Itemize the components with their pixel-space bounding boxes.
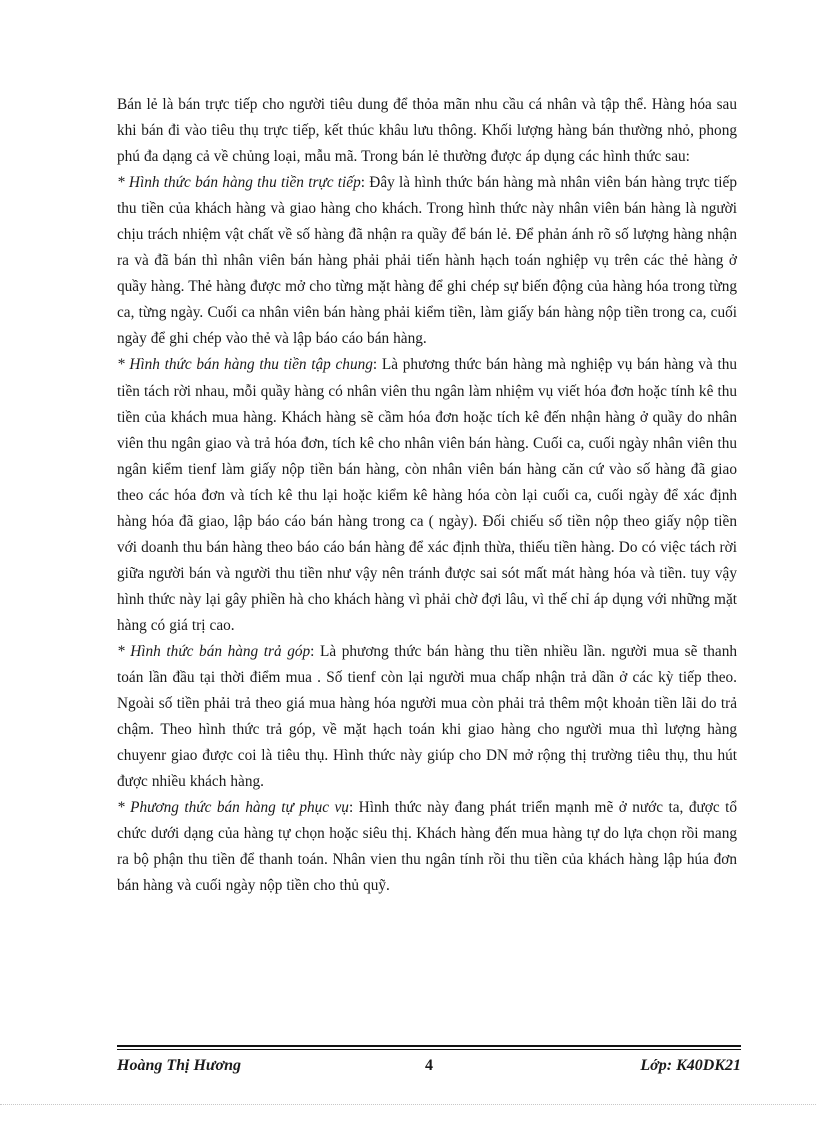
footer-page-number: 4 bbox=[425, 1057, 433, 1074]
paragraph-heading: * Phương thức bán hàng tự phục vụ bbox=[117, 799, 349, 817]
footer-author: Hoàng Thị Hương bbox=[117, 1057, 241, 1074]
paragraph-text: : Là phương thức bán hàng thu tiền nhiều lần. người mua sẽ thanh toán lần đầu tại thời điểm mua . Số tienf còn lại người mua chấp nhận trả dần ở các kỳ tiếp theo. Ngoài số tiền phải trả theo giá mua hàng hóa người mua còn phải trả thêm một khoản tiền lãi do trả chậm. Theo hình thức trả góp, về mặt hạch toán khi giao hàng cho người mua thì lượng hàng chuyenr giao được coi là tiêu thụ. Hình thức này giúp cho DN mở rộng thị trường tiêu thụ, thu hút được nhiều khách hàng. bbox=[117, 642, 737, 791]
footer-row bbox=[117, 1057, 741, 1081]
paragraph-heading: * Hình thức bán hàng trả góp bbox=[117, 642, 311, 660]
paragraph-text: : Hình thức này đang phát triển mạnh mẽ ở nước ta, được tổ chức dưới dạng của hàng tự chọn hoặc siêu thị. Khách hàng đến mua hàng tự do lựa chọn rồi mang ra bộ phận thu tiền để thanh toán. Nhân vien thu ngân tính rồi thu tiền của khách hàng lập húa đơn bán hàng và cuối ngày nộp tiền cho thủ quỹ. bbox=[117, 799, 737, 895]
paragraph-self-service bbox=[117, 795, 737, 899]
paragraph-installment bbox=[117, 639, 737, 795]
page-footer bbox=[117, 1045, 741, 1085]
paragraph-text: Bán lẻ là bán trực tiếp cho người tiêu dung để thỏa mãn nhu cầu cá nhân và tập thể. Hàng hóa sau khi bán đi vào tiêu thụ trực tiếp, kết thúc khâu lưu thông. Khối lượng hàng bán thường nhỏ, phong phú đa dạng cả về chủng loại, mẫu mã. Trong bán lẻ thường được áp dụng các hình thức sau: bbox=[117, 96, 737, 166]
footer-rule-thick bbox=[117, 1045, 741, 1047]
paragraph-text: : Đây là hình thức bán hàng mà nhân viên bán hàng trực tiếp thu tiền của khách hàng và giao hàng cho khách. Trong hình thức này nhân viên bán hàng là người chịu trách nhiệm vật chất về số hàng đã nhận ra quầy để bán lẻ. Để phản ánh rõ số lượng hàng nhận ra và đã bán thì nhân viên bán hàng phải phải tiến hành hạch toán nghiệp vụ trên các thẻ hàng ở quầy hàng. Thẻ hàng được mở cho từng mặt hàng để ghi chép sự biến động của hàng hóa trong từng ca, từng ngày. Cuối ca nhân viên bán hàng phải kiểm tiền, làm giấy bán hàng nộp tiền trong ca, cuối ngày để ghi chép vào thẻ và lập báo cáo bán hàng. bbox=[117, 174, 737, 348]
paragraph-direct-payment bbox=[117, 170, 737, 352]
paragraph-centralized-payment bbox=[117, 352, 737, 639]
footer-class-label: Lớp: K40DK21 bbox=[640, 1057, 741, 1074]
paragraph-heading: * Hình thức bán hàng thu tiền trực tiếp bbox=[117, 174, 361, 192]
paragraph-heading: * Hình thức bán hàng thu tiền tập chung bbox=[117, 356, 373, 374]
paragraph-text: : Là phương thức bán hàng mà nghiệp vụ bán hàng và thu tiền tách rời nhau, mỗi quầy hàng có nhân viên thu ngân làm nhiệm vụ viết hóa đơn hoặc tính kê thu tiền của khách mua hàng. Khách hàng sẽ cầm hóa đơn hoặc tích kê đến nhận hàng ở quầy do nhân viên thu ngân giao và trả hóa đơn, tích kê cho nhân viên bán hàng. Cuối ca, cuối ngày nhân viên thu ngân kiểm tienf làm giấy nộp tiền bán hàng, còn nhân viên bán hàng căn cứ vào số hàng đã giao theo các hóa đơn và tích kê thu lại hoặc kiểm kê hàng hóa còn lại cuối ca, cuối ngày để xác định hàng hóa đã giao, lập báo cáo bán hàng trong ca ( ngày). Đối chiếu số tiền nộp theo giấy nộp tiền với doanh thu bán hàng theo báo cáo bán hàng để xác định thừa, thiếu tiền hàng. Do có việc tách rời giữa người bán và người thu tiền như vậy nên tránh được sai sót mất mát hàng hóa và tiền. tuy vậy hình thức này lại gây phiền hà cho khách hàng vì phải chờ đợi lâu, vì thế chỉ áp dụng với những mặt hàng có giá trị cao. bbox=[117, 356, 737, 634]
page-bottom-divider bbox=[0, 1104, 816, 1105]
footer-rule-thin bbox=[117, 1049, 741, 1050]
page-body bbox=[117, 92, 737, 899]
paragraph-retail-intro bbox=[117, 92, 737, 170]
